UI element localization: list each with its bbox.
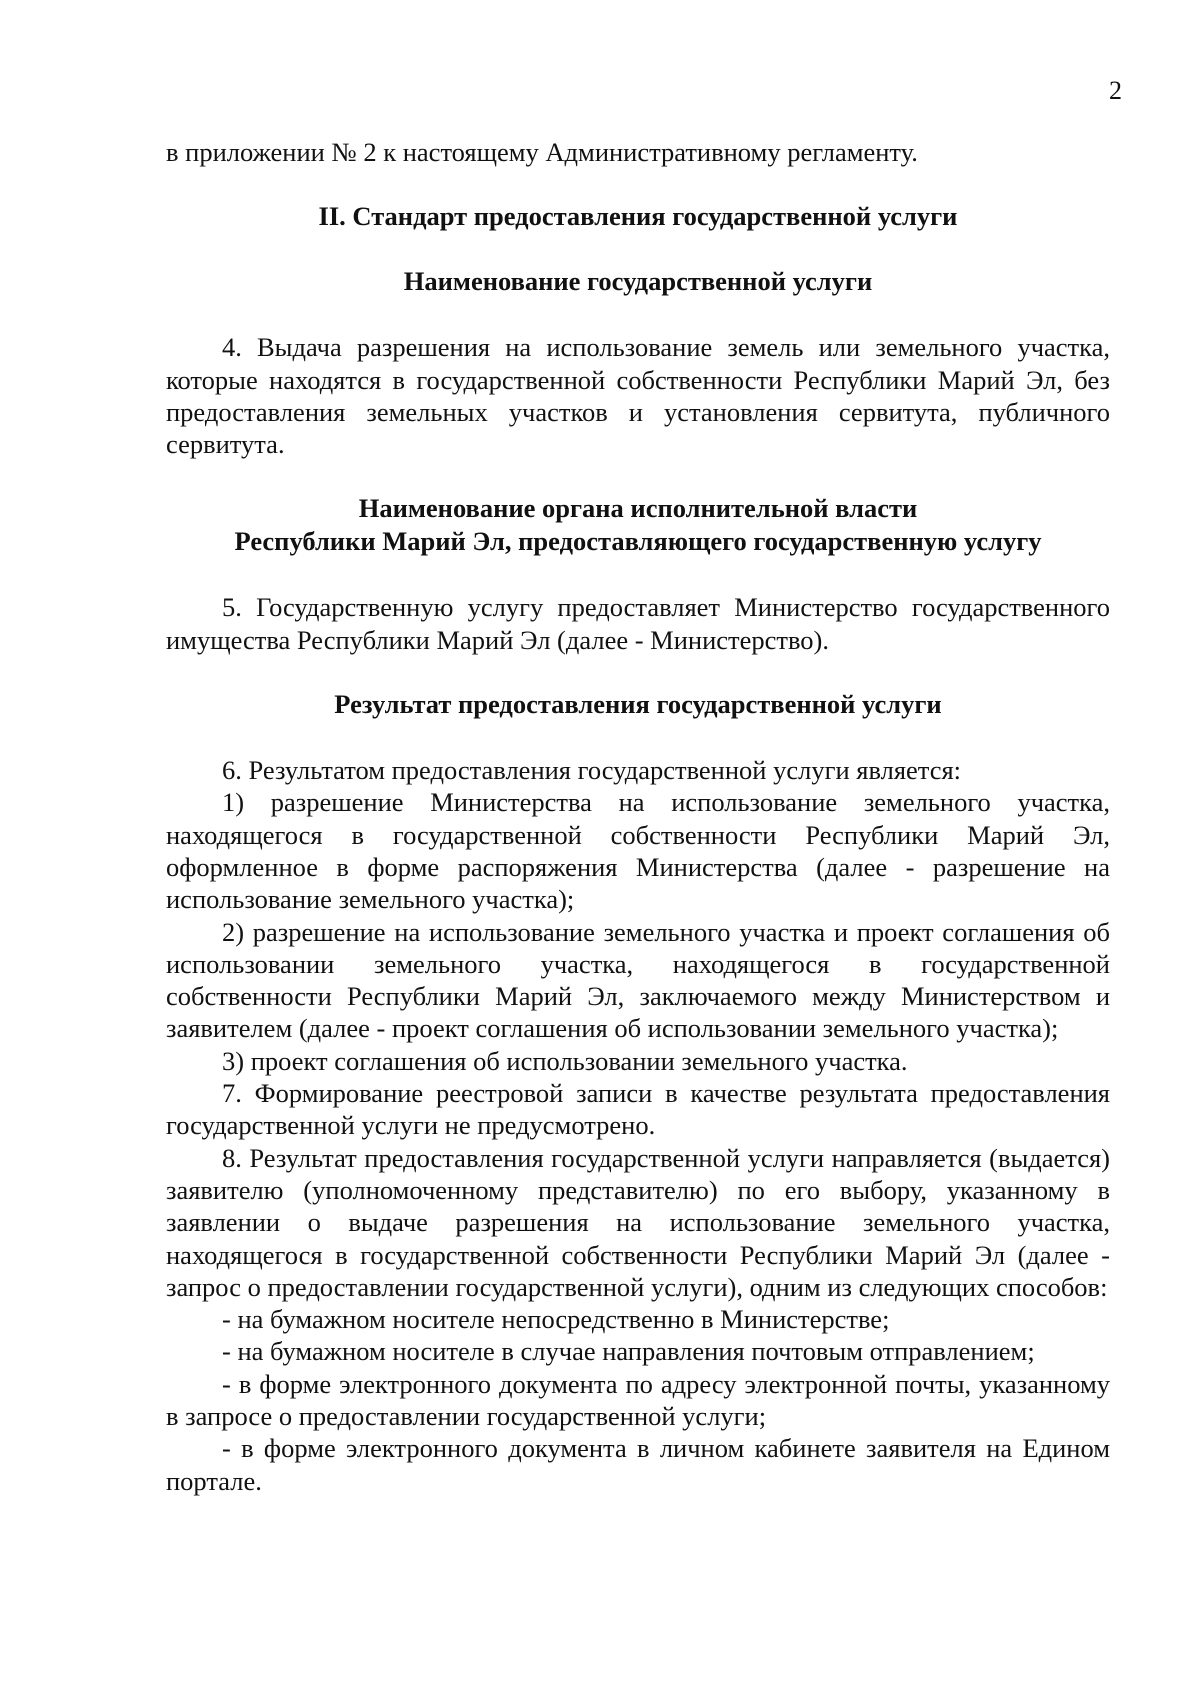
subheading-authority [166, 492, 1110, 558]
paragraph-6-item-1: 1) разрешение Министерства на использование земельного участка, находящегося в государственной собственности Республики Марий Эл, оформленное в форме распоряжения Министерства (далее - разрешение на использование земельного участка); [166, 787, 1110, 915]
paragraph-6: 6. Результатом предоставления государственной услуги является: [222, 755, 962, 786]
document-body [166, 136, 1110, 1497]
intro-paragraph: в приложении № 2 к настоящему Административному регламенту. [166, 137, 918, 167]
paragraph-6-item-2: 2) разрешение на использование земельного участка и проект соглашения об использовании земельного участка, находящегося в государственной собственности Республики Марий Эл, заключаемого между Министерством и заявителем (далее - проект соглашения об использовании земельного участка); [166, 916, 1110, 1044]
paragraph-8: 8. Результат предоставления государственной услуги направляется (выдается) заявителю (уполномоченному представителю) по его выбору, указанному в заявлении о выдаче разрешения на использование земельного участка, находящегося в государственной собственности Республики Марий Эл (далее - запрос о предоставлении государственной услуги), одним из следующих способов: [166, 1142, 1110, 1302]
paragraph-4: 4. Выдача разрешения на использование земель или земельного участка, которые находятся в государственной собственности Республики Марий Эл, без предоставления земельных участков и установления сервитута, публичного сервитута. [166, 332, 1110, 460]
subheading-service-name: Наименование государственной услуги [403, 266, 873, 297]
subheading-result: Результат предоставления государственной услуги [334, 689, 942, 720]
paragraph-7: 7. Формирование реестровой записи в качестве результата предоставления государственной услуги не предусмотрено. [166, 1078, 1110, 1141]
section-title: II. Стандарт предоставления государственной услуги [318, 201, 958, 232]
subheading-authority-line-2: Республики Марий Эл, предоставляющего государственную услугу [234, 526, 1042, 557]
paragraph-8-option-email: - в форме электронного документа по адресу электронной почты, указанному в запросе о предоставлении государственной услуги; [166, 1368, 1110, 1432]
page-number: 2 [1109, 76, 1122, 105]
paragraph-6-item-3: 3) проект соглашения об использовании земельного участка. [222, 1045, 908, 1076]
subheading-authority-line-1: Наименование органа исполнительной власти [358, 493, 918, 524]
paragraph-8-option-paper-post: - на бумажном носителе в случае направления почтовым отправлением; [222, 1336, 1035, 1367]
paragraph-8-option-paper-ministry: - на бумажном носителе непосредственно в Министерстве; [222, 1304, 890, 1335]
paragraph-5: 5. Государственную услугу предоставляет Министерство государственного имущества Республики Марий Эл (далее - Министерство). [166, 592, 1110, 655]
paragraph-8-option-portal: - в форме электронного документа в личном кабинете заявителя на Едином портале. [166, 1433, 1110, 1496]
